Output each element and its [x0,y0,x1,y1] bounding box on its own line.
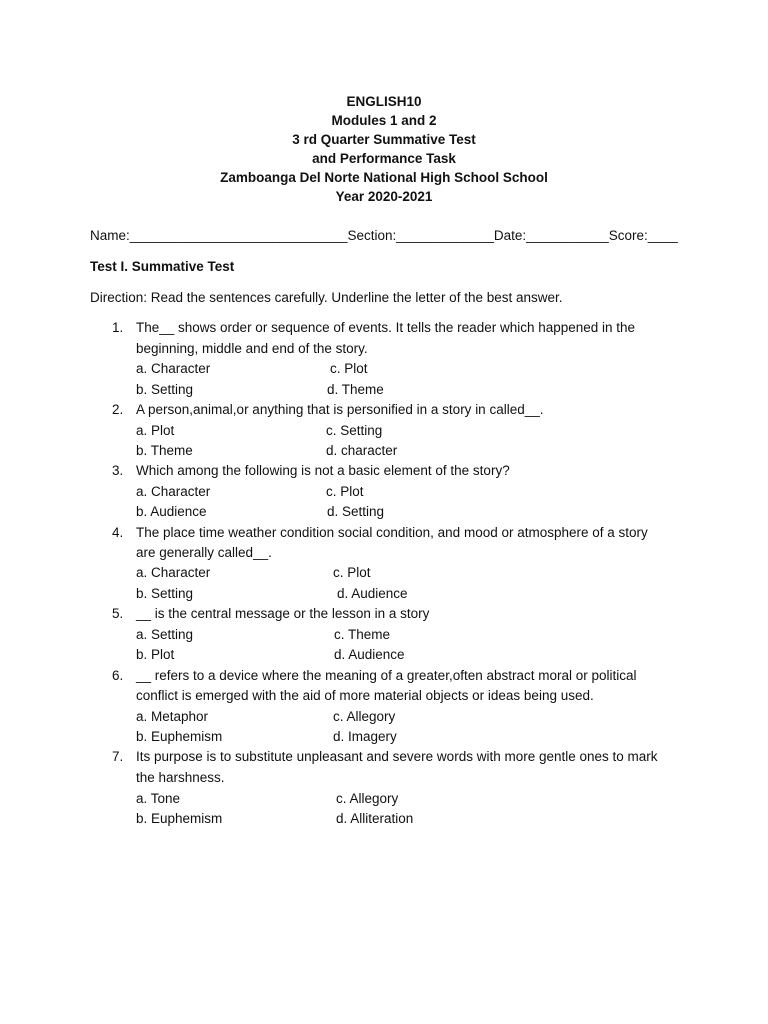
option-a: a. Character [136,484,211,499]
option-b: b. Setting [136,382,194,397]
section-title: Test I. Summative Test [90,259,235,274]
option-b: b. Plot [136,647,175,662]
option-d: d. Theme [327,382,384,397]
option-d: d. Audience [337,586,408,601]
option-b: b. Theme [136,443,193,458]
question-number: 5. [112,606,124,621]
option-c: c. Setting [326,423,383,438]
question-text: beginning, middle and end of the story. [136,341,368,356]
option-c: c. Allegory [336,791,399,806]
option-d: d. Setting [327,504,385,519]
option-c: c. Plot [330,361,368,376]
option-d: d. Imagery [333,729,397,744]
option-a: a. Metaphor [136,709,209,724]
option-a: a. Character [136,565,211,580]
option-b: b. Audience [136,504,207,519]
question-text: Which among the following is not a basic element of the story? [136,463,510,478]
option-b: b. Setting [136,586,194,601]
question-text: The place time weather condition social condition, and mood or atmosphere of a story [136,525,648,540]
option-c: c. Allegory [333,709,396,724]
question-text: conflict is emerged with the aid of more material objects or ideas being used. [136,688,594,703]
option-b: b. Euphemism [136,729,223,744]
question-text: The__ shows order or sequence of events. It tells the reader which happened in the [136,320,636,335]
question-text: __ refers to a device where the meaning of a greater,often abstract moral or political [136,668,637,683]
option-d: d. Audience [334,647,405,662]
doc-test-title: 3 rd Quarter Summative Test [292,132,476,147]
question-number: 2. [112,402,124,417]
doc-modules: Modules 1 and 2 [331,113,437,128]
option-c: c. Plot [333,565,371,580]
question-text: the harshness. [136,770,225,785]
question-number: 4. [112,525,124,540]
question-text: are generally called__. [136,545,272,560]
question-number: 7. [112,749,124,764]
question-number: 1. [112,320,124,335]
doc-task-title: and Performance Task [312,151,456,166]
direction-text: Direction: Read the sentences carefully. Underline the letter of the best answer. [90,290,563,305]
option-d: d. Alliteration [336,811,414,826]
option-a: a. Plot [136,423,175,438]
question-text: Its purpose is to substitute unpleasant and severe words with more gentle ones to mark [136,749,658,764]
option-b: b. Euphemism [136,811,223,826]
question-number: 3. [112,463,124,478]
doc-year: Year 2020-2021 [335,189,433,204]
question-number: 6. [112,668,124,683]
doc-subject: ENGLISH10 [346,94,422,109]
option-a: a. Tone [136,791,181,806]
option-a: a. Character [136,361,211,376]
option-a: a. Setting [136,627,194,642]
option-d: d. character [326,443,398,458]
doc-school: Zamboanga Del Norte National High School School [220,170,548,185]
option-c: c. Plot [326,484,364,499]
option-c: c. Theme [334,627,391,642]
student-info-line: Name:_____________________________Section:_____________Date:___________Score:____ [90,228,678,243]
question-text: __ is the central message or the lesson in a story [136,606,430,621]
question-text: A person,animal,or anything that is personified in a story in called__. [136,402,544,417]
